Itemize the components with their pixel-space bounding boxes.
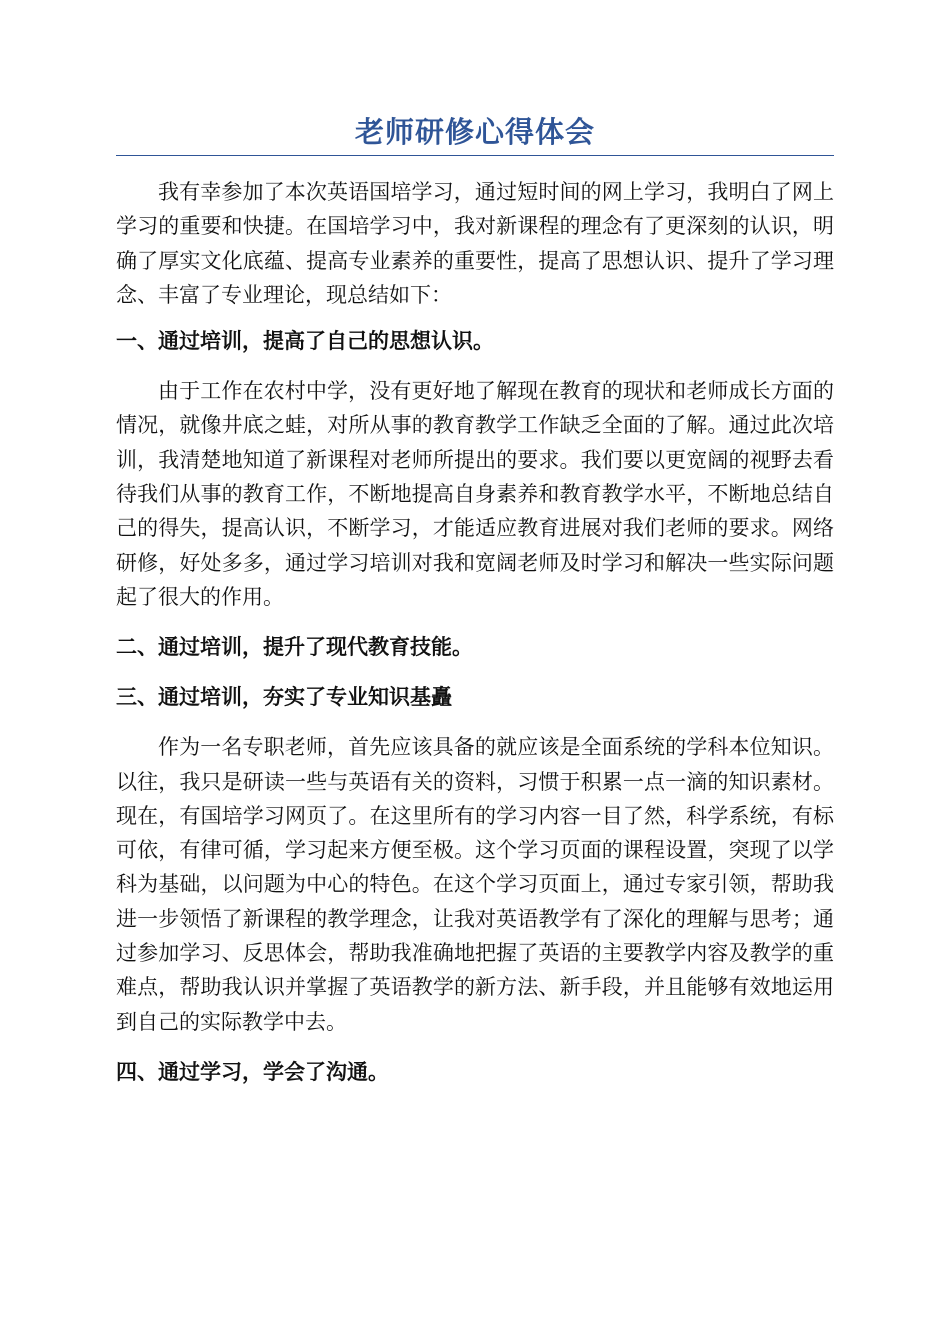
document-page (116, 112, 834, 1089)
intro-paragraph: 我有幸参加了本次英语国培学习，通过短时间的网上学习，我明白了网上学习的重要和快捷。在国培学习中，我对新课程的理念有了更深刻的认识，明确了厚实文化底蕴、提高专业素养的重要性，提高了思想认识、提升了学习理念、丰富了专业理论，现总结如下： (116, 180, 834, 307)
section-heading-2: 二、通过培训，提升了现代教育技能。 (116, 635, 473, 660)
section-body-3: 作为一名专职老师，首先应该具备的就应该是全面系统的学科本位知识。以往，我只是研读一些与英语有关的资料，习惯于积累一点一滴的知识素材。现在，有国培学习网页了。在这里所有的学习内容一目了然，科学系统，有标可依，有律可循，学习起来方便至极。这个学习页面的课程设置，突现了以学科为基础，以问题为中心的特色。在这个学习页面上，通过专家引领，帮助我进一步领悟了新课程的教学理念，让我对英语教学有了深化的理解与思考；通过参加学习、反思体会，帮助我准确地把握了英语的主要教学内容及教学的重难点，帮助我认识并掌握了英语教学的新方法、新手段，并且能够有效地运用到自己的实际教学中去。 (116, 735, 834, 1034)
title-underline (116, 155, 834, 156)
section-heading-4: 四、通过学习，学会了沟通。 (116, 1059, 389, 1084)
document-title: 老师研修心得体会 (354, 115, 595, 149)
section-heading-3: 三、通过培训，夯实了专业知识基矗 (116, 685, 452, 710)
section-body-1: 由于工作在农村中学，没有更好地了解现在教育的现状和老师成长方面的情况，就像井底之蛙，对所从事的教育教学工作缺乏全面的了解。通过此次培训，我清楚地知道了新课程对老师所提出的要求。我们要以更宽阔的视野去看待我们从事的教育工作，不断地提高自身素养和教育教学水平，不断地总结自己的得失，提高认识，不断学习，才能适应教育进展对我们老师的要求。网络研修，好处多多，通过学习培训对我和宽阔老师及时学习和解决一些实际问题起了很大的作用。 (116, 379, 834, 609)
section-heading-1: 一、通过培训，提高了自己的思想认识。 (116, 329, 494, 354)
